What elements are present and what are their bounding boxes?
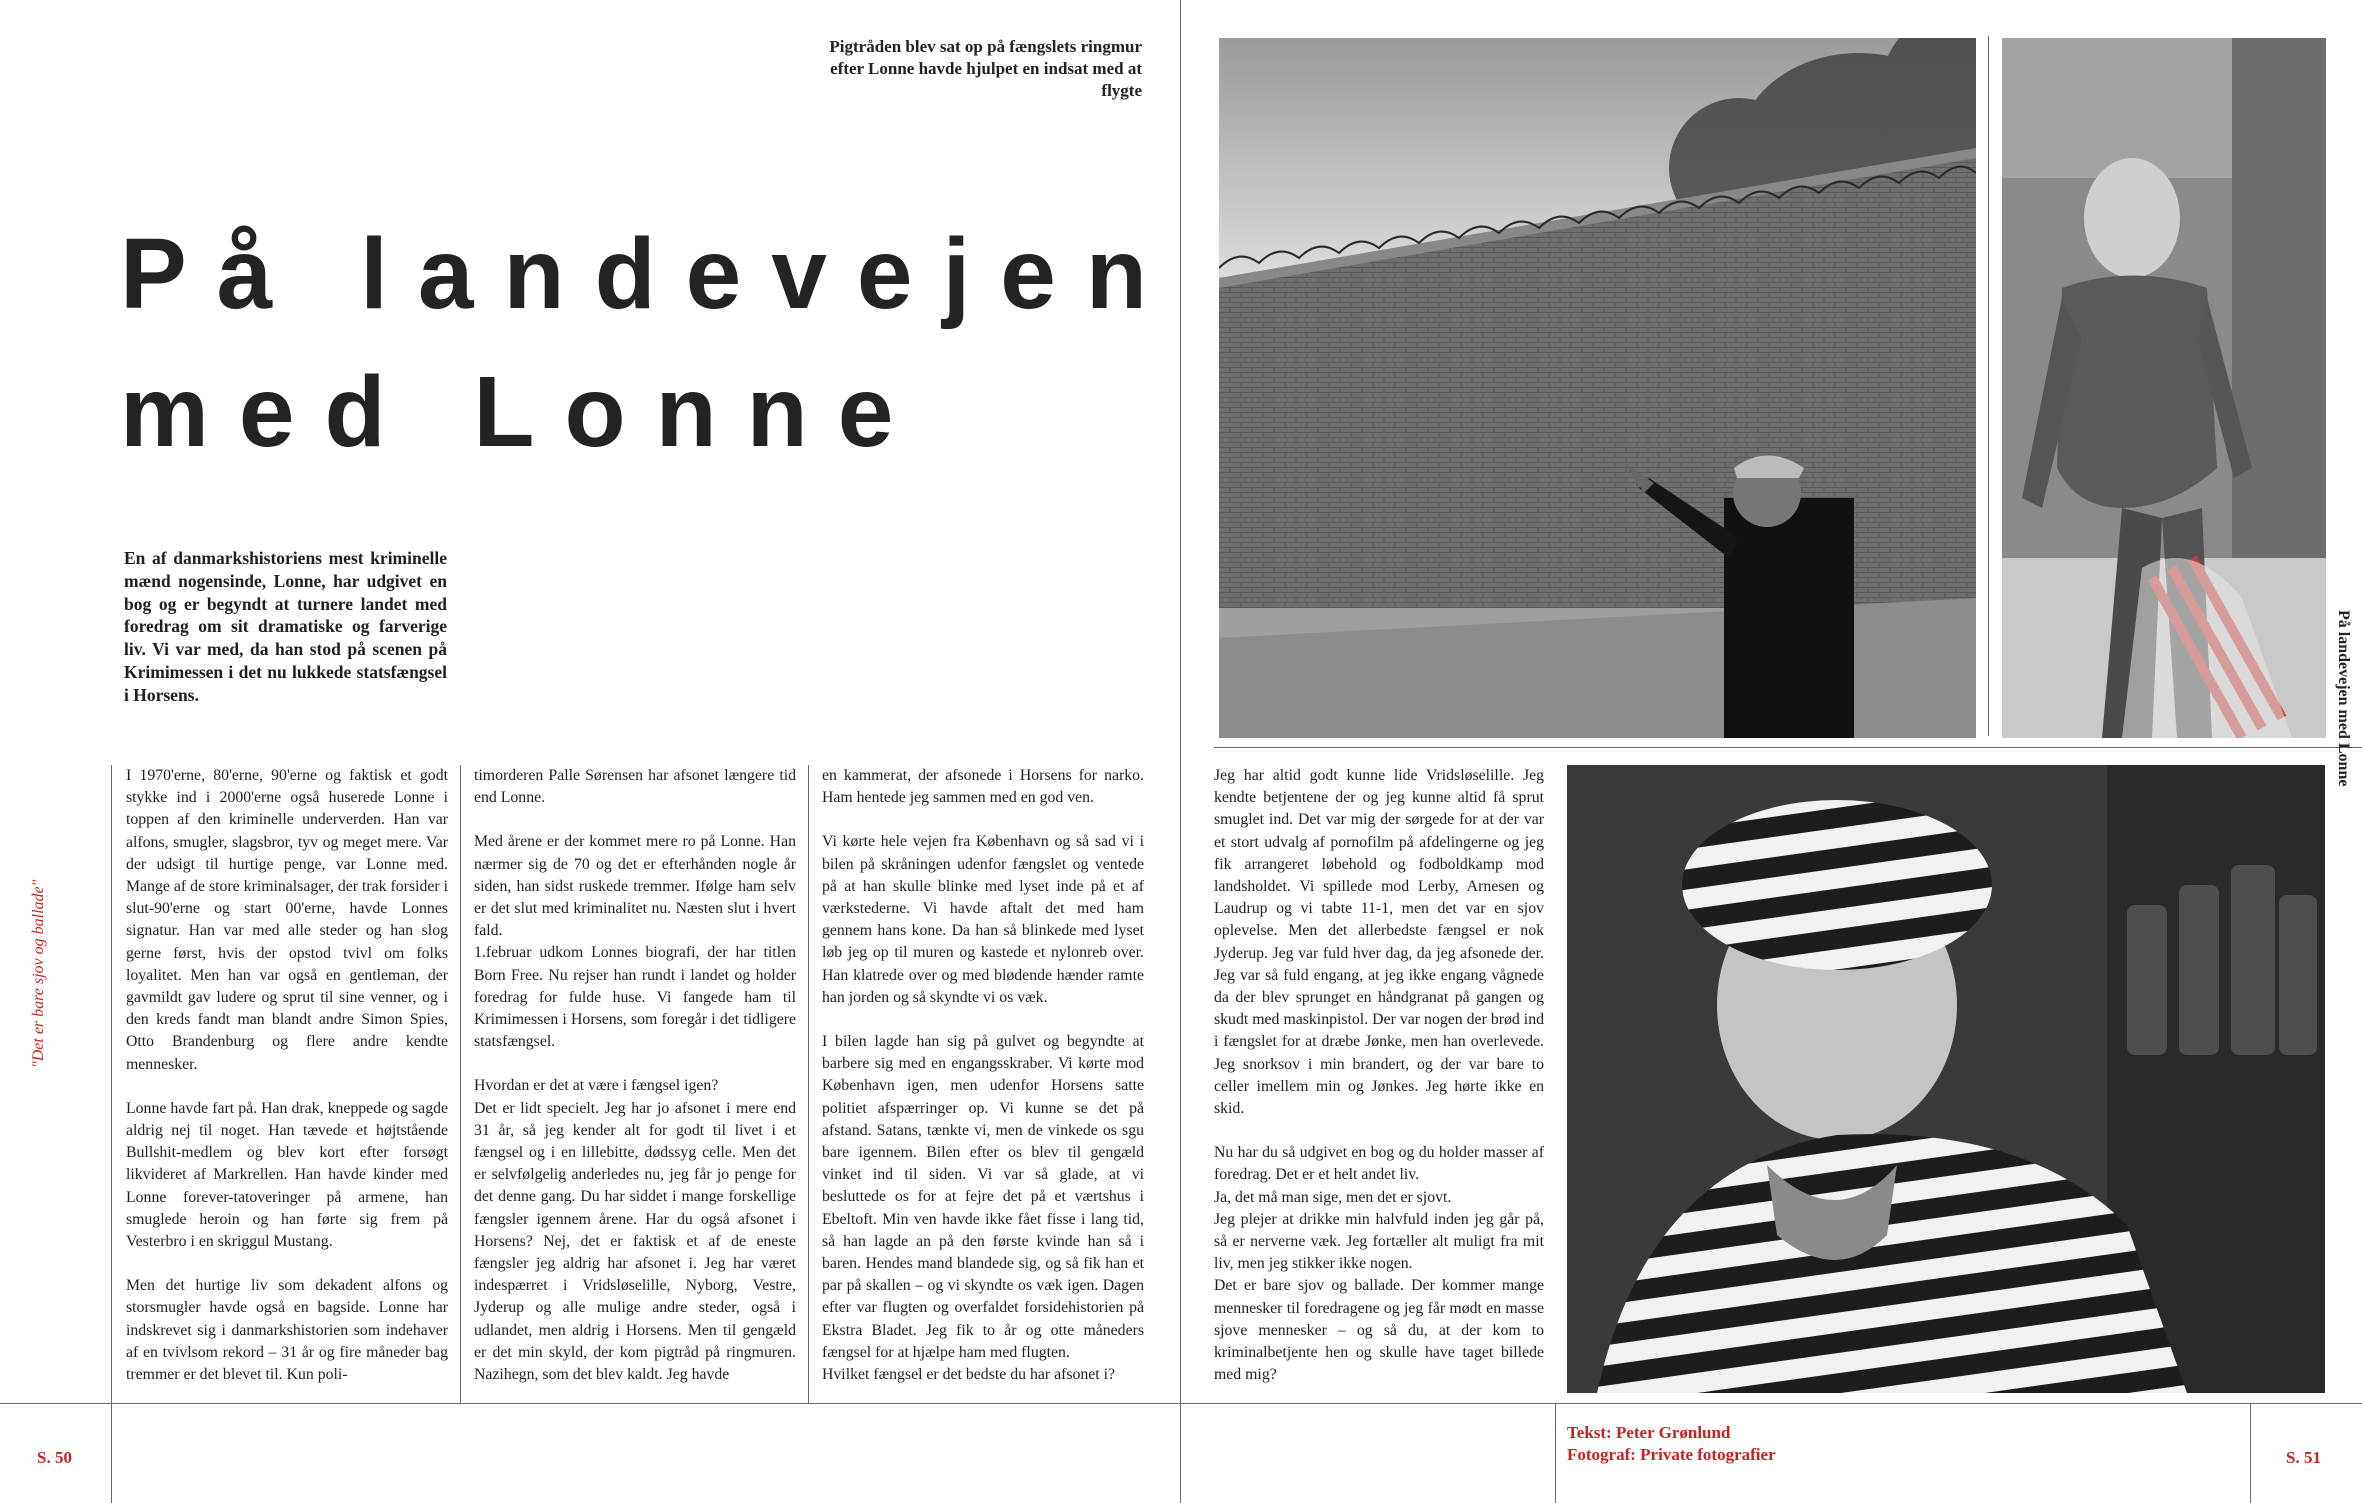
title-line-2: med Lonne [120,356,924,468]
paragraph: Jeg har altid godt kunne lide Vridsløselille. Jeg kendte betjentene der og jeg kunne altid få sprut smuglet ind. Det var mig der sørgede for at der var et stort udvalg af pornofilm på afdelingerne og jeg fik arrangeret løbehold og fodboldkamp mod landsholdet. Vi spillede mod Lerby, Arnesen og Laudrup og vi tabte 11-1, men det var en sjov oplevelse. Men det allerbedste fængsel er nok Jyderup. Jeg var fuld hver dag, da jeg afsonede der. Jeg var så fuld engang, at jeg ikke engang vågnede da der blev sprunget en håndgranat på gangen og skudt med maskinpistol. Der var nogen der brød ind i fængslet for at dræbe Jønke, men han overlevede. Jeg snorksov i min brandert, og der var bare to celler imellem min og Jønkes. Jeg hørte ikke en skid. [1214,767,1544,1118]
paragraph: Nu har du så udgivet en bog og du holder masser af foredrag. Det er et helt andet liv. Ja, det må man sige, men det er sjovt. Jeg plejer at drikke min halvfuld inden jeg går på, så er nerverne væk. Jeg fortæller alt muligt fra mit liv, men jeg stikker ikke nogen. Det er bare sjov og ballade. Der kommer mange mennesker til foredragene og jeg får mødt en masse sjove mennesker – og så du, at der kom to kriminalbetjente hen og skulle have taget billede med mig? [1214,1144,1544,1384]
body-column-1 [126,765,448,1403]
side-pull-quote: "Det er bare sjov og ballade" [30,879,47,1068]
article-title [120,205,1177,481]
footer-rule [0,1403,2362,1404]
page-number-right: S. 51 [2286,1448,2321,1467]
paragraph: Lonne havde fart på. Han drak, kneppede og sagde aldrig nej til noget. Han tævede et højtstående Bullshit-medlem og blev kort efter forsøgt likvideret af Markrellen. Han havde kinder med Lonne forever-tatoveringer på armene, han smuglede heroin og han førte sig frem på Vesterbro i en skriggul Mustang. [126,1099,448,1251]
paragraph: Vi kørte hele vejen fra København og så sad vi i bilen på skråningen udenfor fængslet og ventede på at han skulle blinke med lyset inde på et af værkstederne. Vi havde aftalt det med ham gennem hans kone. Da han så blinkede med lyset løb jeg op til muren og kastede et nylonreb over. Han klatrede over og med blødende hænder ramte han jorden og så skyndte vi os væk. [822,833,1144,1006]
column-divider [1180,0,1181,1503]
paragraph: Hvordan er det at være i fængsel igen? Det er lidt specielt. Jeg har jo afsonet i mere end 31 år, så jeg kender alt for godt til livet i et fængsel og i en lillebitte, dødssyg celle. Men det er selvfølgelig anderledes nu, jeg får jo penge for det denne gang. Du har siddet i mange forskellige fængsler igennem årene. Har du også afsonet i Horsens? Nej, det er faktisk et af de eneste fængsler jeg aldrig har afsonet i. Jeg har været indespærret i Vridsløselille, Nyborg, Vestre, Jyderup og alle mulige andre steder, også i udlandet, men aldrig i Horsens. Men til gengæld er det min skyld, der kom pigtråd på ringmuren. Nazihegn, som det blev kaldt. Jeg havde [474,1077,796,1384]
paragraph: Med årene er der kommet mere ro på Lonne. Han nærmer sig de 70 og det er efterhånden nogle år siden, han sidst ruskede tremmer. Ifølge ham selv er det slut med kriminalitet nu. Næsten slut i hvert fald. 1.februar udkom Lonnes biografi, der har titlen Born Free. Nu rejser han rundt i landet og holder foredrag for fulde huse. Vi fangede ham til Krimimessen i Horsens, som foregår i det tidligere statsfængsel. [474,833,796,1051]
credit-text: Tekst: Peter Grønlund [1567,1423,1731,1442]
photo-rule [1214,747,2362,748]
column-divider [808,765,809,1403]
column-divider [111,765,112,1503]
paragraph: I bilen lagde han sig på gulvet og begyndte at barbere sig med en engangsskraber. Vi kørte mod København igen, men udenfor Horsens satte politiet afspærringer op. Vi kunne se det på afstand. Satans, tænkte vi, men de vinkede os sgu bare igennem. Bilen efter os blev til gengæld vinket ind til siden. Vi var så glade, at vi besluttede os for at fejre det på et værtshus i Ebeltoft. Min ven havde ikke fået fisse i lang tid, så han lagde an på den første kvinde han så i baren. Hendes mand blandede sig, og så fik han et par på skallen – og vi skyndte os væk igen. Dagen efter var flugten og overfaldet forsidehistorien på Ekstra Bladet. Jeg fik to år og otte måneders fængsel for at hjælpe ham med flugten. Hvilket fængsel er det bedste du har afsonet i? [822,1033,1144,1384]
column-divider [460,765,461,1403]
credit-photo: Fotograf: Private fotografier [1567,1445,1776,1464]
column-divider [1555,1403,1556,1503]
column-divider [2250,1403,2251,1503]
body-column-4 [1214,765,1544,1403]
paragraph: timorderen Palle Sørensen har afsonet længere tid end Lonne. [474,767,796,807]
paragraph: en kammerat, der afsonede i Horsens for narko. Ham hentede jeg sammen med en god ven. [822,767,1144,807]
body-column-3 [822,765,1144,1403]
photo-caption: Pigtråden blev sat op på fængslets ringmur efter Lonne havde hjulpet en indsat med at flygte [829,37,1142,100]
photo-prison-wall [1219,38,1976,738]
column-divider [1988,36,1989,736]
body-column-2 [474,765,796,1403]
paragraph: I 1970'erne, 80'erne, 90'erne og faktisk et godt stykke ind i 2000'erne også huserede Lonne i toppen af den kriminelle underverden. Han var alfons, smugler, slagsbror, tyv og meget mere. Var der udsigt til hurtige penge, var Lonne med. Mange af de store kriminalsager, der trak forsider i slut-90'erne og start 00'erne, havde Lonnes signatur. Han var med alle steder og han slog gerne først, hvis der opstod tvivl om folks loyalitet. Men han var også en gentleman, der gavmildt gav ludere og sprut til sine venner, og i den kreds fandt man blandt andre Simon Spies, Otto Brandenburg og flere andre kendte mennesker. [126,767,448,1073]
credits [1567,1422,1776,1466]
photo-tattooed-man [2002,38,2326,738]
paragraph: Men det hurtige liv som dekadent alfons og storsmugler havde også en bagside. Lonne har indskrevet sig i danmarkshistorien som indehaver af en tvivlsom rekord – 31 år og fire måneder bag tremmer er det blevet til. Kun poli- [126,1277,448,1384]
photo-striped-man [1567,765,2325,1393]
page-number-left: S. 50 [37,1448,72,1467]
article-intro: En af danmarkshistoriens mest kriminelle mænd nogensinde, Lonne, har udgivet en bog og er begyndt at turnere landet med foredrag om sit dramatiske og farverige liv. Vi var med, da han stod på scenen på Krimimessen i det nu lukkede statsfængsel i Horsens. [124,548,447,705]
side-running-title: På landevejen med Lonne [2335,610,2352,787]
title-line-1: På landevejen [120,218,1177,330]
